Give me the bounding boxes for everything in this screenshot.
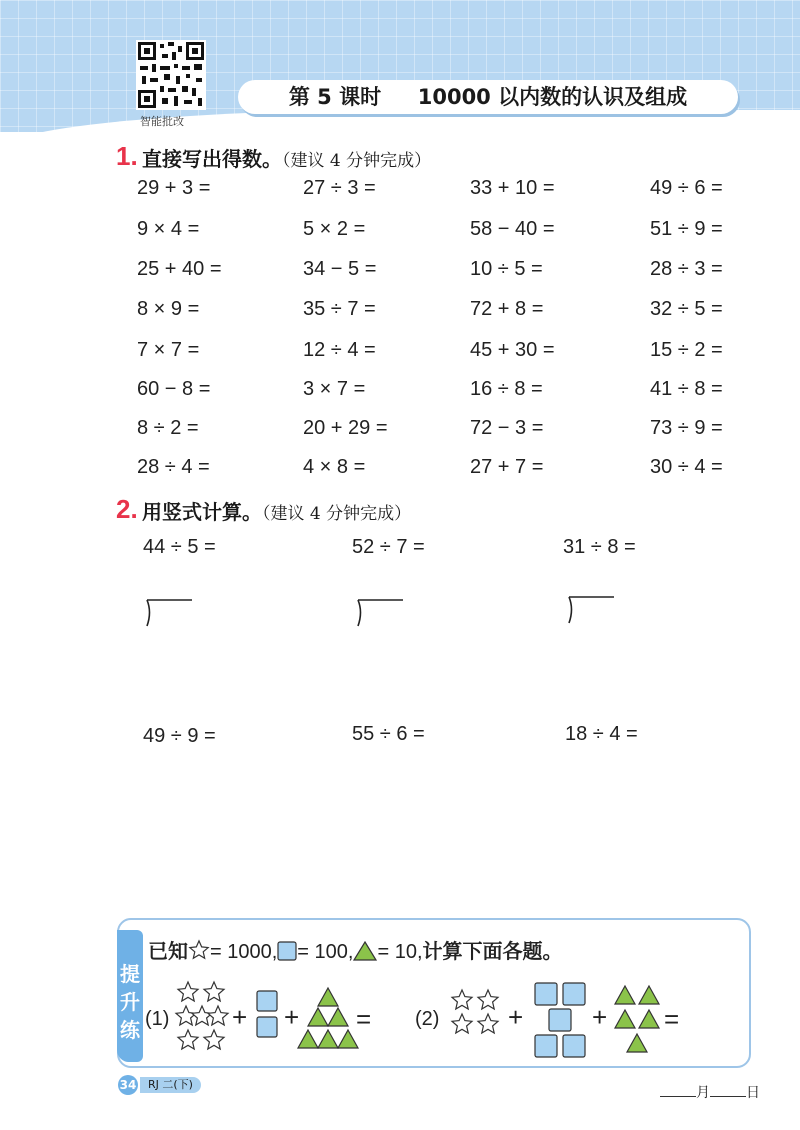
- month-label: 月: [696, 1085, 710, 1101]
- mental-math-problem: 30 ÷ 4 =: [650, 456, 723, 478]
- book-label: RJ 二(下): [140, 1077, 201, 1093]
- division-problem: 55 ÷ 6 =: [352, 723, 425, 745]
- section-2-hint: （建议 4 分钟完成）: [262, 504, 412, 524]
- mental-math-problem: 28 ÷ 3 =: [650, 258, 723, 280]
- mental-math-problem: 49 ÷ 6 =: [650, 177, 723, 199]
- section-1-title: [142, 143, 431, 172]
- long-division-bracket[interactable]: [143, 596, 193, 632]
- month-blank[interactable]: [660, 1096, 696, 1097]
- square-group-part-1: [256, 990, 278, 1040]
- lesson-number: 第 5 课时: [288, 85, 382, 109]
- equals-sign: =: [664, 1004, 680, 1034]
- mental-math-problem: 7 × 7 =: [137, 339, 200, 361]
- date-field: [660, 1082, 760, 1102]
- mental-math-problem: 10 ÷ 5 =: [470, 258, 543, 280]
- mental-math-problem: 32 ÷ 5 =: [650, 298, 723, 320]
- star-value: = 1000,: [210, 941, 278, 963]
- division-problem: 18 ÷ 4 =: [565, 723, 638, 745]
- mental-math-problem: 28 ÷ 4 =: [137, 456, 210, 478]
- mental-math-problem: 33 + 10 =: [470, 177, 555, 199]
- mental-math-problem: 15 ÷ 2 =: [650, 339, 723, 361]
- qr-label: 智能批改: [140, 115, 184, 128]
- triangle-value: = 10,: [377, 941, 423, 963]
- mental-math-problem: 60 − 8 =: [137, 378, 211, 400]
- mental-math-problem: 8 × 9 =: [137, 298, 200, 320]
- qr-code-icon[interactable]: [136, 40, 206, 110]
- mental-math-problem: 4 × 8 =: [303, 456, 366, 478]
- long-division-bracket[interactable]: [565, 593, 615, 629]
- mental-math-problem: 73 ÷ 9 =: [650, 417, 723, 439]
- division-problem: 31 ÷ 8 =: [563, 536, 636, 558]
- mental-math-problem: 58 − 40 =: [470, 218, 555, 240]
- long-division-bracket[interactable]: [354, 596, 404, 632]
- section-2-title: [142, 496, 411, 525]
- star-icon: [188, 939, 210, 961]
- mental-math-problem: 12 ÷ 4 =: [303, 339, 376, 361]
- day-label: 日: [746, 1085, 760, 1101]
- mental-math-problem: 27 + 7 =: [470, 456, 544, 478]
- section-1-hint: （建议 4 分钟完成）: [282, 151, 432, 171]
- equals-sign: =: [356, 1004, 372, 1034]
- tab-char: 练: [120, 1018, 140, 1042]
- star-group-part-1: [174, 980, 232, 1056]
- mental-math-problem: 8 ÷ 2 =: [137, 417, 199, 439]
- triangle-group-part-1: [296, 986, 360, 1052]
- division-problem: 52 ÷ 7 =: [352, 536, 425, 558]
- mental-math-problem: 41 ÷ 8 =: [650, 378, 723, 400]
- part-1-label: (1): [145, 1008, 170, 1030]
- mental-math-problem: 9 × 4 =: [137, 218, 200, 240]
- triangle-group-part-2: [612, 984, 664, 1056]
- extension-tab: [117, 930, 143, 1062]
- mental-math-problem: 5 × 2 =: [303, 218, 366, 240]
- plus-sign: +: [592, 1002, 608, 1032]
- triangle-icon: [353, 941, 377, 961]
- mental-math-problem: 72 + 8 =: [470, 298, 544, 320]
- division-problem: 49 ÷ 9 =: [143, 725, 216, 747]
- extension-question: [148, 935, 563, 964]
- section-2-title-text: 用竖式计算。: [142, 500, 262, 524]
- section-2-number: 2.: [116, 494, 138, 524]
- mental-math-problem: 27 ÷ 3 =: [303, 177, 376, 199]
- part-2-label: (2): [415, 1008, 440, 1030]
- plus-sign: +: [508, 1002, 524, 1032]
- mental-math-problem: 3 × 7 =: [303, 378, 366, 400]
- mental-math-problem: 25 + 40 =: [137, 258, 222, 280]
- star-group-part-2: [446, 988, 504, 1040]
- mental-math-problem: 16 ÷ 8 =: [470, 378, 543, 400]
- square-group-part-2: [534, 982, 588, 1058]
- division-problem: 44 ÷ 5 =: [143, 536, 216, 558]
- question-suffix: 计算下面各题。: [422, 939, 563, 963]
- square-value: = 100,: [297, 941, 354, 963]
- tab-char: 升: [120, 990, 140, 1014]
- mental-math-problem: 34 − 5 =: [303, 258, 377, 280]
- question-prefix: 已知: [148, 939, 188, 963]
- lesson-topic: 10000 以内数的认识及组成: [417, 85, 688, 109]
- mental-math-problem: 45 + 30 =: [470, 339, 555, 361]
- square-icon: [277, 941, 297, 961]
- mental-math-problem: 20 + 29 =: [303, 417, 388, 439]
- plus-sign: +: [232, 1002, 248, 1032]
- page-number-badge: 34: [118, 1075, 138, 1095]
- day-blank[interactable]: [710, 1096, 746, 1097]
- plus-sign: +: [284, 1002, 300, 1032]
- mental-math-problem: 35 ÷ 7 =: [303, 298, 376, 320]
- mental-math-problem: 72 − 3 =: [470, 417, 544, 439]
- tab-char: 提: [120, 962, 140, 986]
- mental-math-problem: 29 + 3 =: [137, 177, 211, 199]
- section-1-number: 1.: [116, 141, 138, 171]
- mental-math-problem: 51 ÷ 9 =: [650, 218, 723, 240]
- section-1-title-text: 直接写出得数。: [142, 147, 282, 171]
- page-title: [238, 80, 738, 114]
